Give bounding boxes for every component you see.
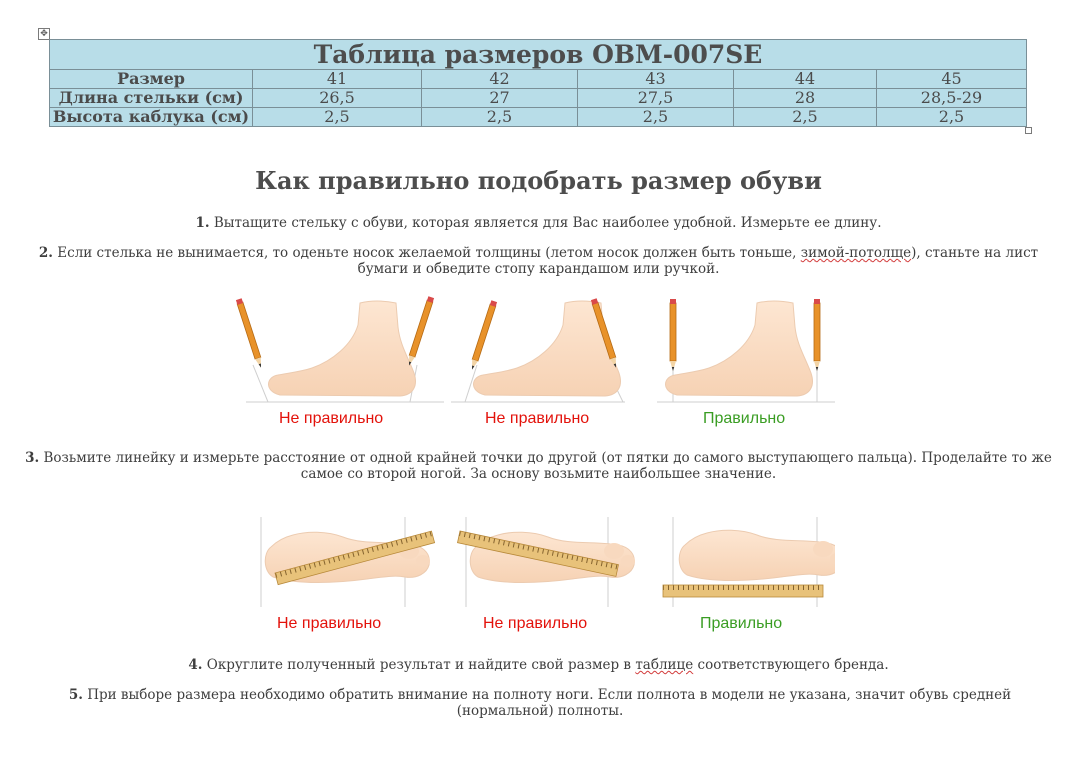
- step-number: 1.: [195, 215, 210, 231]
- pencil-icon: [814, 299, 820, 371]
- table-cell: 27: [422, 89, 578, 108]
- pencil-icon: [406, 296, 434, 366]
- size-table-title: Таблица размеров OBM-007SE: [50, 40, 1027, 70]
- caption-right: Правильно: [703, 410, 786, 427]
- step-text: ), станьте на лист бумаги и обведите стопу карандашом или ручкой.: [357, 245, 1039, 277]
- caption-wrong: Не правильно: [279, 410, 384, 427]
- table-resize-handle[interactable]: [1025, 127, 1032, 134]
- row-label: Длина стельки (см): [50, 89, 253, 108]
- table-cell: 26,5: [253, 89, 422, 108]
- step-text: Округлите полученный результат и найдите свой размер в: [206, 657, 636, 673]
- table-cell: 28: [734, 89, 877, 108]
- pencil-tracing-illustration: [230, 295, 840, 410]
- table-row: [50, 89, 1027, 108]
- caption-right: Правильно: [700, 615, 783, 632]
- spellcheck-mark: таблице: [635, 657, 694, 673]
- table-cell: 28,5-29: [877, 89, 1027, 108]
- table-cell: 44: [734, 70, 877, 89]
- pencil-panel-right: [657, 299, 835, 402]
- table-cell: 2,5: [734, 108, 877, 127]
- step-number: 3.: [25, 450, 40, 466]
- guide-title: Как правильно подобрать размер обуви: [255, 166, 822, 195]
- step-number: 5.: [68, 687, 83, 703]
- step-5: [40, 687, 1040, 719]
- caption-wrong: Не правильно: [485, 410, 590, 427]
- table-cell: 2,5: [578, 108, 734, 127]
- table-row: [50, 70, 1027, 89]
- table-cell: 2,5: [422, 108, 578, 127]
- pencil-panel-wrong-1: [236, 296, 444, 402]
- pencil-icon: [236, 298, 264, 368]
- table-cell: 2,5: [253, 108, 422, 127]
- table-row: [50, 108, 1027, 127]
- table-cell: 2,5: [877, 108, 1027, 127]
- step-1: [20, 215, 1057, 231]
- size-table: [49, 39, 1027, 127]
- pencil-icon: [469, 300, 497, 370]
- caption-wrong: Не правильно: [277, 615, 382, 632]
- table-cell: 27,5: [578, 89, 734, 108]
- table-cell: 42: [422, 70, 578, 89]
- step-4: [20, 657, 1057, 673]
- ruler-icon: [663, 585, 823, 597]
- step-text: При выборе размера необходимо обратить внимание на полноту ноги. Если полнота в модели не указана, значит обувь средней (нормальной) полноты.: [87, 687, 1012, 719]
- row-label: Высота каблука (см): [50, 108, 253, 127]
- step-text: Вытащите стельку с обуви, которая является для Вас наиболее удобной. Измерьте ее длину.: [213, 215, 882, 231]
- step-2: [20, 245, 1057, 277]
- spellcheck-mark: зимой-потолще: [800, 245, 912, 261]
- step-text: Если стелька не вынимается, то оденьте носок желаемой толщины (летом носок должен быть тоньше,: [57, 245, 801, 261]
- ruler-panel-wrong-1: [261, 517, 435, 607]
- step-3: [20, 450, 1057, 482]
- ruler-measure-illustration: [255, 515, 835, 610]
- step-text: Возьмите линейку и измерьте расстояние от одной крайней точки до другой (от пятки до самого выступающего пальца). Проделайте то же самое со второй ногой. За основу возьмите наибольшее значение.: [43, 450, 1052, 482]
- pencil-icon: [670, 299, 676, 371]
- table-move-handle[interactable]: ✥: [38, 28, 50, 40]
- table-cell: 41: [253, 70, 422, 89]
- step-text: соответствующего бренда.: [693, 657, 889, 673]
- ruler-panel-right: [663, 517, 835, 607]
- ruler-panel-wrong-2: [458, 517, 635, 607]
- step-number: 2.: [38, 245, 53, 261]
- row-label: Размер: [50, 70, 253, 89]
- step-number: 4.: [188, 657, 203, 673]
- pencil-panel-wrong-2: [451, 298, 625, 402]
- table-cell: 43: [578, 70, 734, 89]
- caption-wrong: Не правильно: [483, 615, 588, 632]
- table-cell: 45: [877, 70, 1027, 89]
